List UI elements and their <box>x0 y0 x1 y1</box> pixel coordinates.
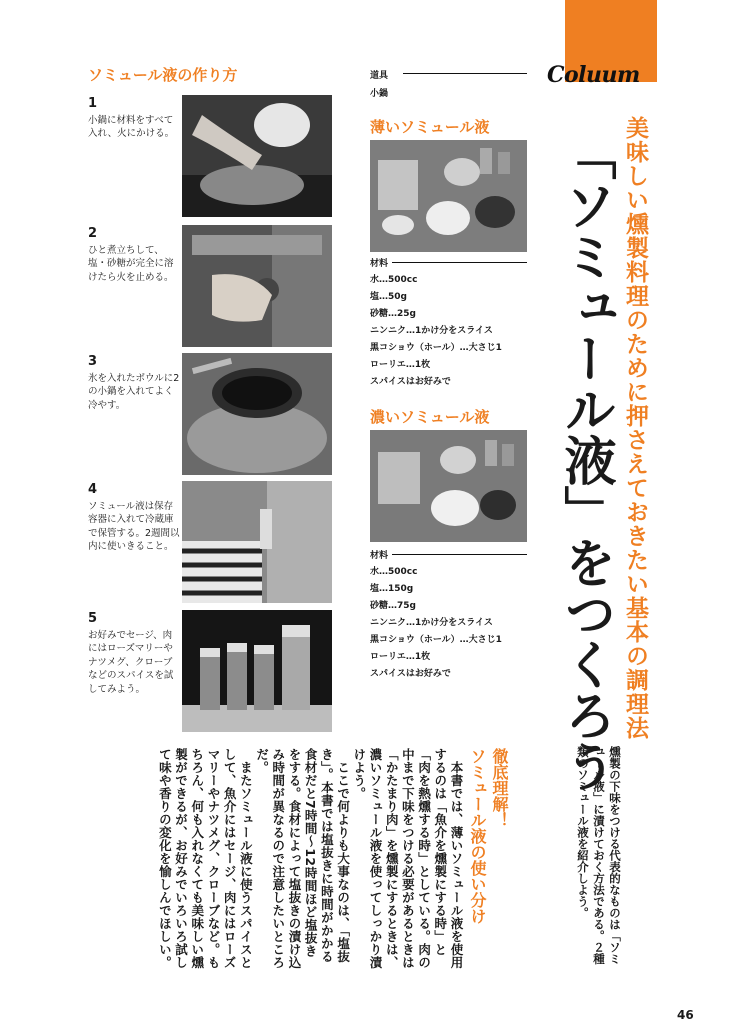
usage-body: 本書では、薄いソミュール液を使用するのは「魚介を燻製にする時」と「肉を熱燻する時」としている。肉の中まで下味をつける必要があるときは「かたまり肉」を燻製にするときは、濃いソミュール液を使ってしっかり漬けよう。 ここで何よりも大事なのは、「塩抜き」。本書では塩抜きに時間がかかる食材だと7時間〜12時間ほど塩抜きをする。食材によって塩抜きの漬け込み時間が異なるので注意したいところだ。 またソミュール液に使うスパイスとして、魚介にはセージ、肉にはローズマリーやナツメグ、クローブなど。もちろん、何も入れなくても美味しい燻製ができるが、お好みでいろいろ試して味や香りの変化を愉しんでほしい。 <box>157 748 464 969</box>
tools-label: 道具 <box>370 71 389 81</box>
thick-ingredients-photo <box>370 430 527 542</box>
thick-materials-label: 材料 <box>370 551 389 561</box>
howto-heading: ソミュール液の作り方 <box>88 66 238 84</box>
material-item: 黒コショウ（ホール）…大さじ1 <box>370 343 502 353</box>
thin-ingredients-photo <box>370 140 527 252</box>
material-item: ローリエ…1枚 <box>370 360 431 370</box>
tools-divider <box>403 73 527 74</box>
material-item: スパイスはお好みで <box>370 669 451 679</box>
material-item: 水…500cc <box>370 567 418 577</box>
column-label: Coluum <box>547 62 640 88</box>
thin-materials-label: 材料 <box>370 259 389 269</box>
material-item: 黒コショウ（ホール）…大さじ1 <box>370 635 502 645</box>
usage-heading-line2: ソミュール液の使い分け <box>468 748 487 924</box>
step-5 <box>88 612 180 696</box>
step-2 <box>88 227 180 284</box>
main-title: 「ソミュール液」をつくろう <box>555 128 615 791</box>
step-text: 小鍋に材料をすべて入れ、火にかける。 <box>88 114 175 139</box>
thick-materials-divider <box>392 554 527 555</box>
material-item: ローリエ…1枚 <box>370 652 431 662</box>
material-item: ニンニク…1かけ分をスライス <box>370 618 493 628</box>
material-item: ニンニク…1かけ分をスライス <box>370 326 493 336</box>
step-text: 氷を入れたボウルに2の小鍋を入れてよく冷やす。 <box>88 372 180 411</box>
step-4-photo <box>182 481 332 603</box>
step-number: 1 <box>88 96 98 111</box>
step-number: 2 <box>88 226 98 241</box>
step-2-photo <box>182 225 332 347</box>
thin-materials-list <box>370 272 530 391</box>
step-number: 5 <box>88 611 98 626</box>
usage-heading-line1: 徹底理解！ <box>490 748 509 828</box>
thin-materials-divider <box>392 262 527 263</box>
thick-materials-list <box>370 564 530 683</box>
step-3-photo <box>182 353 332 475</box>
material-item: スパイスはお好みで <box>370 377 451 387</box>
step-4 <box>88 483 180 554</box>
thin-heading: 薄いソミュール液 <box>370 118 490 136</box>
step-text: お好みでセージ、肉にはローズマリーやナツメグ、クローブなどのスパイスを試してみよう。 <box>88 629 174 695</box>
step-1 <box>88 97 180 141</box>
material-item: 塩…50g <box>370 292 407 302</box>
page-number: 46 <box>677 1008 694 1022</box>
step-number: 3 <box>88 354 98 369</box>
tools-item: 小鍋 <box>370 89 389 99</box>
intro-text: 燻製の下味をつける代表的なものは「ソミュール液」に漬けておく方法である。２種類のソミュール液を紹介しよう。 <box>576 746 622 965</box>
material-item: 塩…150g <box>370 584 414 594</box>
step-1-photo <box>182 95 332 217</box>
step-3 <box>88 355 180 412</box>
material-item: 砂糖…25g <box>370 309 416 319</box>
step-text: ひと煮立ちして、塩・砂糖が完全に溶けたら火を止める。 <box>88 244 174 283</box>
step-number: 4 <box>88 482 98 497</box>
subtitle: 美味しい燻製料理のために押さえておきたい基本の調理法 <box>622 116 648 740</box>
step-text: ソミュール液は保存容器に入れて冷蔵庫で保管する。2週間以内に使いきること。 <box>88 500 180 552</box>
thick-heading: 濃いソミュール液 <box>370 408 490 426</box>
step-5-photo <box>182 610 332 732</box>
material-item: 水…500cc <box>370 275 418 285</box>
usage-heading <box>466 748 510 968</box>
material-item: 砂糖…75g <box>370 601 416 611</box>
